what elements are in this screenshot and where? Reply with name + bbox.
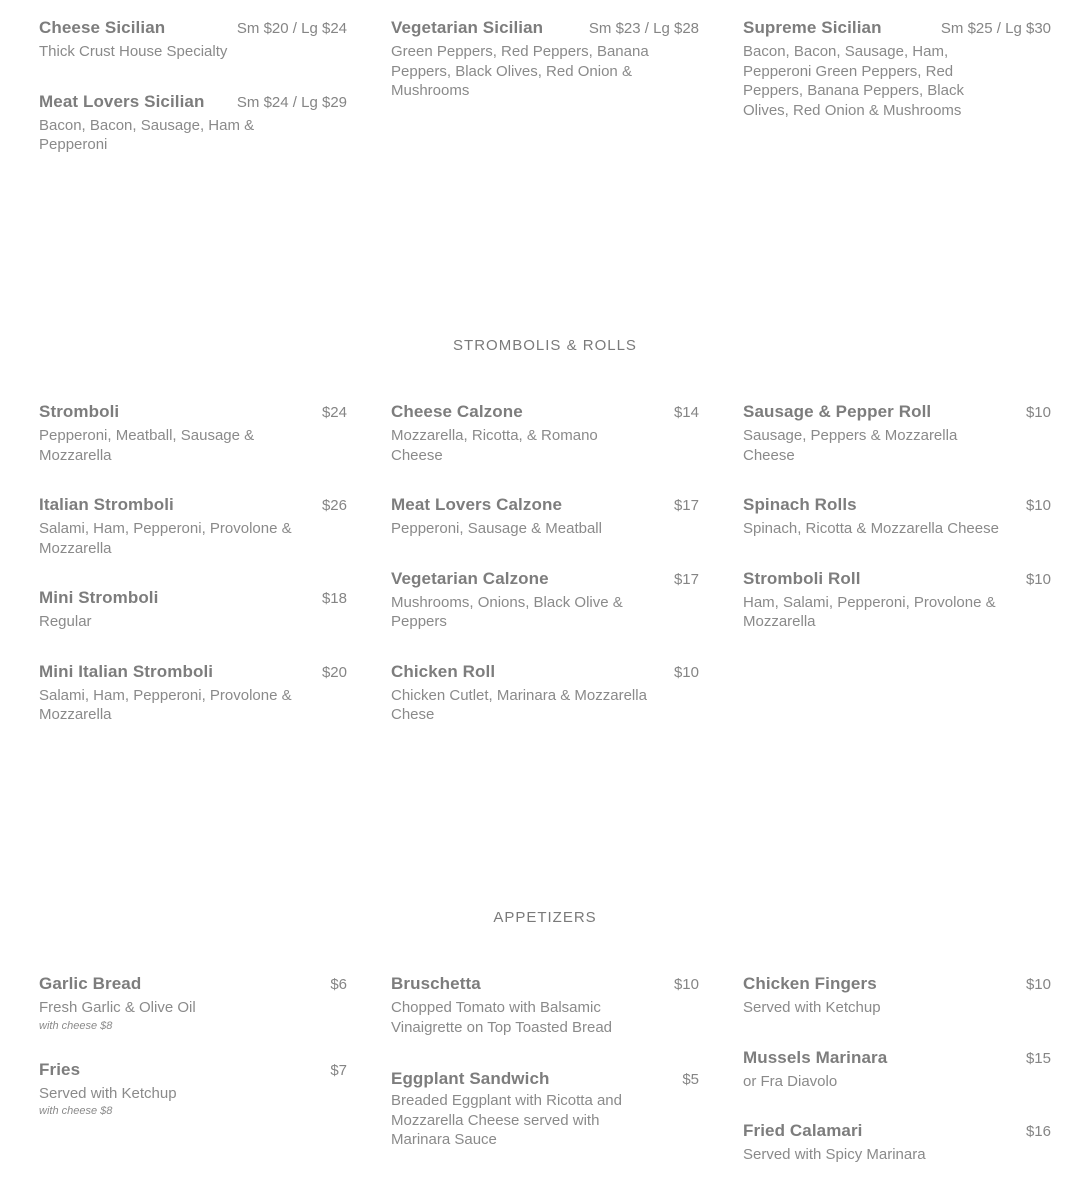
- item-note: with cheese $8: [39, 1019, 113, 1032]
- menu-item: [391, 495, 699, 539]
- section-title-appetizers: APPETIZERS: [493, 909, 597, 926]
- item-name: Vegetarian Calzone: [391, 568, 549, 588]
- item-name: Fries: [39, 1059, 81, 1079]
- item-description: Regular: [39, 613, 92, 630]
- menu-item: [743, 402, 1051, 465]
- item-price: Sm $24 / Lg $29: [236, 93, 347, 111]
- item-name: Mussels Marinara: [743, 1047, 888, 1067]
- menu-item: [743, 1048, 1051, 1092]
- sicilian-column-1: [39, 18, 347, 185]
- menu-item: [391, 402, 699, 465]
- item-price: $24: [321, 404, 347, 421]
- menu-item: [39, 662, 347, 725]
- menu-item: [39, 402, 347, 465]
- menu-item: [39, 974, 347, 1032]
- item-price: $20: [321, 663, 347, 681]
- menu-item: [743, 18, 1051, 120]
- item-price: $14: [673, 404, 699, 421]
- item-price: $10: [1025, 976, 1051, 993]
- item-description: Mozzarella, Ricotta, & Romano Cheese: [391, 427, 598, 464]
- strombolis-column-3: [743, 402, 1051, 662]
- item-description: Salami, Ham, Pepperoni, Provolone & Mozzarella: [39, 686, 292, 723]
- menu-item: [39, 588, 347, 632]
- item-name: Stromboli Roll: [743, 568, 861, 588]
- sicilian-column-2: [391, 18, 699, 131]
- item-description: Spinach, Ricotta & Mozzarella Cheese: [743, 520, 999, 537]
- menu-item: [39, 495, 347, 558]
- item-price: $10: [1025, 497, 1051, 514]
- item-name: Chicken Fingers: [743, 974, 877, 993]
- appetizers-column-1: [39, 974, 347, 1147]
- item-description: Ham, Salami, Pepperoni, Provolone & Mozzarella: [743, 593, 996, 630]
- menu-item: [743, 569, 1051, 632]
- strombolis-column-1: [39, 402, 347, 755]
- item-price: $6: [330, 976, 347, 993]
- item-price: $17: [673, 570, 699, 588]
- menu-item: [39, 1060, 347, 1118]
- item-description: Pepperoni, Meatball, Sausage & Mozzarella: [39, 427, 255, 464]
- appetizers-column-3: [743, 974, 1051, 1195]
- menu-item: [391, 662, 699, 725]
- item-price: $18: [321, 590, 347, 607]
- item-name: Meat Lovers Sicilian: [39, 91, 205, 111]
- item-name: Mini Stromboli: [39, 588, 159, 607]
- item-name: Chicken Roll: [391, 661, 496, 681]
- item-price: Sm $23 / Lg $28: [588, 20, 699, 37]
- section-title-strombolis: STROMBOLIS & ROLLS: [453, 337, 637, 354]
- item-name: Supreme Sicilian: [743, 18, 882, 37]
- item-price: $10: [673, 663, 699, 681]
- item-description: Sausage, Peppers & Mozzarella Cheese: [743, 427, 958, 464]
- item-name: Mini Italian Stromboli: [39, 661, 214, 681]
- menu-item: [743, 495, 1051, 539]
- item-price: $7: [330, 1061, 347, 1079]
- item-note: with cheese $8: [39, 1105, 113, 1117]
- item-price: $26: [321, 497, 347, 514]
- item-description: Chicken Cutlet, Marinara & Mozzarella Chese: [391, 686, 647, 723]
- item-description: Served with Ketchup: [743, 999, 881, 1016]
- item-name: Eggplant Sandwich: [391, 1069, 550, 1088]
- item-price: $15: [1025, 1049, 1051, 1067]
- item-description: Mushrooms, Onions, Black Olive & Peppers: [391, 593, 623, 630]
- item-name: Stromboli: [39, 402, 120, 421]
- item-price: Sm $20 / Lg $24: [236, 20, 347, 37]
- menu-item: [39, 92, 347, 155]
- menu-item: [391, 18, 699, 101]
- item-description: Green Peppers, Red Peppers, Banana Peppers, Black Olives, Red Onion & Mushrooms: [391, 43, 649, 99]
- item-price: $17: [673, 497, 699, 514]
- item-description: or Fra Diavolo: [743, 1072, 838, 1090]
- item-price: $10: [1025, 570, 1051, 588]
- strombolis-column-2: [391, 402, 699, 755]
- item-description: Thick Crust House Specialty: [39, 43, 228, 60]
- item-price: $10: [1025, 404, 1051, 421]
- item-name: Cheese Sicilian: [39, 18, 166, 37]
- appetizers-column-2: [391, 974, 699, 1180]
- item-name: Cheese Calzone: [391, 402, 523, 421]
- menu-item: [743, 1121, 1051, 1165]
- item-name: Meat Lovers Calzone: [391, 495, 563, 514]
- item-price: $16: [1025, 1123, 1051, 1140]
- sicilian-column-3: [743, 18, 1051, 150]
- item-description: Breaded Eggplant with Ricotta and Mozzarella Cheese served with Marinara Sauce: [391, 1092, 622, 1148]
- item-description: Bacon, Bacon, Sausage, Ham, Pepperoni Green Peppers, Red Peppers, Banana Peppers, Black Olives, Red Onion & Mushrooms: [743, 43, 964, 119]
- item-description: Bacon, Bacon, Sausage, Ham & Pepperoni: [39, 116, 255, 153]
- item-name: Bruschetta: [391, 974, 481, 993]
- menu-item: [39, 18, 347, 62]
- item-description: Chopped Tomato with Balsamic Vinaigrette on Top Toasted Bread: [391, 999, 613, 1036]
- item-price: $5: [682, 1071, 699, 1088]
- item-description: Salami, Ham, Pepperoni, Provolone & Mozzarella: [39, 520, 292, 557]
- item-name: Fried Calamari: [743, 1121, 863, 1140]
- menu-item: [391, 569, 699, 632]
- menu-item: [743, 974, 1051, 1018]
- item-name: Italian Stromboli: [39, 495, 174, 514]
- menu-item: [391, 1069, 699, 1150]
- item-description: Fresh Garlic & Olive Oil: [39, 999, 196, 1016]
- item-description: Pepperoni, Sausage & Meatball: [391, 520, 602, 537]
- item-price: Sm $25 / Lg $30: [940, 20, 1051, 37]
- item-name: Garlic Bread: [39, 974, 142, 993]
- menu-item: [391, 974, 699, 1037]
- item-name: Spinach Rolls: [743, 495, 857, 514]
- item-description: Served with Spicy Marinara: [743, 1146, 926, 1163]
- item-price: $10: [673, 976, 699, 993]
- item-name: Sausage & Pepper Roll: [743, 402, 932, 421]
- item-name: Vegetarian Sicilian: [391, 18, 544, 37]
- item-description: Served with Ketchup: [39, 1084, 177, 1102]
